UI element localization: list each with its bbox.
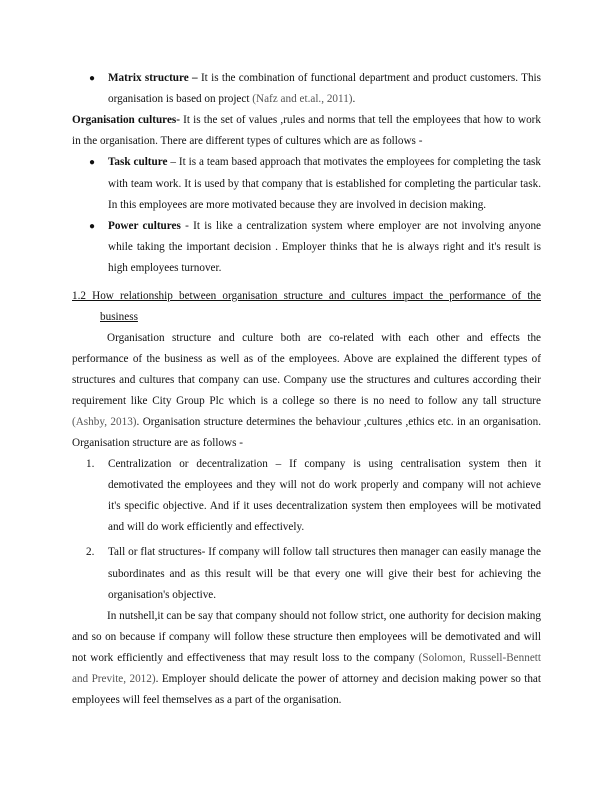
term-organisation-cultures: Organisation cultures-	[72, 114, 180, 127]
power-cultures-text: - It is like a centralization system where employer are not involving anyone while taking the important decision . Employer thinks that he is always right and it's result is high employees turnover.	[108, 220, 541, 275]
paragraph-text: In nutshell,it can be say that company should not follow strict, one authority for decision making and so on because if company will follow these structure then employees will be demotivated and will not work efficiently and effectiveness that may result loss to the company	[72, 610, 541, 665]
list-item-text: Tall or flat structures- If company will follow tall structures then manager can easily manage the subordinates and as this result will be that every one will give their best for achieving the organisation's objective.	[108, 546, 541, 601]
bullet-icon: ●	[89, 221, 96, 233]
task-culture-text: – It is a team based approach that motivates the employees for completing the task with team work. It is used by that company that is established for completing the particular task. In this employees are more motivated because they are involved in decision making.	[108, 156, 541, 211]
list-item-tall-flat	[72, 542, 541, 606]
punctuation: .	[352, 93, 356, 106]
paragraph-relationship	[72, 328, 541, 454]
citation: (Nafz and et.al., 2011)	[252, 93, 353, 106]
paragraph-text: . Organisation structure determines the behaviour ,cultures ,ethics etc. in an organisation. Organisation structure are as follows -	[72, 415, 541, 449]
matrix-text: It is the combination of functional department and product customers. This organisation is based on project	[108, 72, 541, 106]
list-item-task-culture	[72, 152, 541, 216]
bullet-icon: ●	[89, 73, 96, 84]
list-number: 1.	[86, 457, 95, 470]
citation: (Ashby, 2013)	[72, 415, 137, 428]
paragraph-text: Organisation structure and culture both are co-related with each other and effects the performance of the business as well as of the employees. Above are explained the different types of structures and cultures that company can use. Company use the structures and cultures according their requirement like City Group Plc which is a college so there is no need to follow any tall structure	[72, 331, 541, 407]
list-item-power-cultures	[72, 216, 541, 280]
section-heading: 1.2 How relationship between organisation structure and cultures impact the performance of the business	[72, 289, 541, 323]
document-body	[72, 68, 541, 711]
list-item-matrix-structure	[72, 68, 541, 110]
culture-list	[72, 152, 541, 279]
numbered-list	[72, 454, 541, 606]
paragraph-text: . Employer should delicate the power of attorney and decision making power so that employees will feel themselves as a part of the organisation.	[72, 673, 541, 707]
list-item-centralization	[72, 454, 541, 539]
list-item-text: Centralization or decentralization – If company is using centralisation system then it demotivated the employees and they will not do work properly and company will not achieve it's specific objective. And if it uses decentralization system then employees will be motivated and will do work efficiently and effectively.	[108, 457, 541, 534]
term-matrix-structure: Matrix structure –	[108, 72, 198, 84]
term-task-culture: Task culture	[108, 156, 168, 169]
citation: (Solomon, Russell-Bennett and Previte, 2012)	[72, 652, 542, 686]
org-cultures-text: It is the set of values ,rules and norms that tell the employees that how to work in the organisation. There are different types of cultures which are as follows -	[72, 114, 541, 148]
structure-list	[72, 68, 541, 110]
paragraph-conclusion	[72, 606, 541, 711]
bullet-icon: ●	[89, 157, 96, 169]
list-number: 2.	[86, 546, 95, 559]
term-power-cultures: Power cultures	[108, 220, 181, 233]
paragraph-organisation-cultures	[72, 110, 541, 152]
